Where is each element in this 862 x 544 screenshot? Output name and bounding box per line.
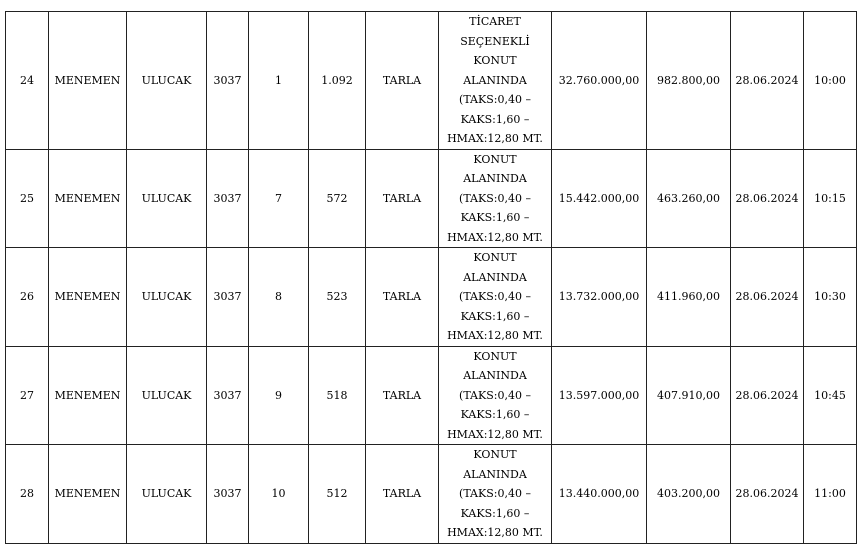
date-cell: 28.06.2024 bbox=[731, 12, 804, 150]
neighborhood-cell: ULUCAK bbox=[127, 248, 207, 347]
date-cell: 28.06.2024 bbox=[731, 445, 804, 544]
zoning-line: KONUT bbox=[473, 448, 517, 461]
table-row bbox=[6, 346, 857, 445]
district-cell: MENEMEN bbox=[49, 346, 127, 445]
time-cell: 11:00 bbox=[804, 445, 857, 544]
district-cell: MENEMEN bbox=[49, 248, 127, 347]
block-cell: 3037 bbox=[207, 248, 249, 347]
zoning-description-cell bbox=[439, 12, 552, 150]
zoning-line: (TAKS:0,40 – bbox=[459, 93, 531, 106]
area-cell: 523 bbox=[309, 248, 366, 347]
zoning-line: KAKS:1,60 – bbox=[460, 408, 530, 421]
zoning-line: HMAX:12,80 MT. bbox=[447, 132, 543, 145]
area-cell: 1.092 bbox=[309, 12, 366, 150]
row-number-cell: 27 bbox=[6, 346, 49, 445]
neighborhood-cell: ULUCAK bbox=[127, 12, 207, 150]
parcel-cell: 9 bbox=[249, 346, 309, 445]
type-cell: TARLA bbox=[366, 12, 439, 150]
district-cell: MENEMEN bbox=[49, 149, 127, 248]
time-cell: 10:00 bbox=[804, 12, 857, 150]
table-body bbox=[6, 12, 857, 544]
zoning-line: ALANINDA bbox=[463, 369, 527, 382]
table-row bbox=[6, 149, 857, 248]
row-number-cell: 24 bbox=[6, 12, 49, 150]
zoning-line: KAKS:1,60 – bbox=[460, 211, 530, 224]
block-cell: 3037 bbox=[207, 12, 249, 150]
row-number-cell: 28 bbox=[6, 445, 49, 544]
zoning-line: TİCARET bbox=[469, 15, 521, 28]
district-cell: MENEMEN bbox=[49, 445, 127, 544]
zoning-line: KONUT bbox=[473, 54, 517, 67]
deposit-cell: 403.200,00 bbox=[647, 445, 731, 544]
zoning-line: ALANINDA bbox=[463, 270, 527, 284]
price-cell: 32.760.000,00 bbox=[552, 12, 647, 150]
zoning-line: SEÇENEKLİ bbox=[460, 34, 530, 48]
zoning-line: HMAX:12,80 MT. bbox=[447, 427, 543, 441]
zoning-line: KAKS:1,60 – bbox=[460, 112, 530, 126]
zoning-line: HMAX:12,80 MT. bbox=[447, 230, 543, 244]
price-cell: 13.440.000,00 bbox=[552, 445, 647, 544]
zoning-line: HMAX:12,80 MT. bbox=[447, 526, 543, 539]
price-cell: 13.597.000,00 bbox=[552, 346, 647, 445]
parcel-cell: 1 bbox=[249, 12, 309, 150]
zoning-description-cell bbox=[439, 445, 552, 544]
zoning-line: (TAKS:0,40 – bbox=[459, 191, 531, 205]
date-cell: 28.06.2024 bbox=[731, 149, 804, 248]
block-cell: 3037 bbox=[207, 445, 249, 544]
zoning-line: KONUT bbox=[473, 152, 517, 166]
zoning-line: ALANINDA bbox=[463, 467, 527, 481]
area-cell: 512 bbox=[309, 445, 366, 544]
zoning-line: ALANINDA bbox=[463, 172, 527, 185]
table-row bbox=[6, 12, 857, 150]
price-cell: 13.732.000,00 bbox=[552, 248, 647, 347]
auction-table bbox=[5, 11, 857, 544]
deposit-cell: 463.260,00 bbox=[647, 149, 731, 248]
neighborhood-cell: ULUCAK bbox=[127, 346, 207, 445]
zoning-line: KAKS:1,60 – bbox=[460, 309, 530, 323]
zoning-line: KONUT bbox=[473, 349, 517, 363]
zoning-line: KAKS:1,60 – bbox=[460, 506, 530, 520]
row-number-cell: 25 bbox=[6, 149, 49, 248]
date-cell: 28.06.2024 bbox=[731, 248, 804, 347]
type-cell: TARLA bbox=[366, 248, 439, 347]
zoning-line: (TAKS:0,40 – bbox=[459, 487, 531, 500]
block-cell: 3037 bbox=[207, 149, 249, 248]
zoning-line: HMAX:12,80 MT. bbox=[447, 329, 543, 342]
neighborhood-cell: ULUCAK bbox=[127, 149, 207, 248]
zoning-line: (TAKS:0,40 – bbox=[459, 290, 531, 303]
zoning-line: KONUT bbox=[473, 251, 517, 264]
time-cell: 10:45 bbox=[804, 346, 857, 445]
type-cell: TARLA bbox=[366, 346, 439, 445]
block-cell: 3037 bbox=[207, 346, 249, 445]
parcel-cell: 10 bbox=[249, 445, 309, 544]
area-cell: 572 bbox=[309, 149, 366, 248]
zoning-description-cell bbox=[439, 248, 552, 347]
type-cell: TARLA bbox=[366, 149, 439, 248]
zoning-line: ALANINDA bbox=[463, 73, 527, 87]
table-row bbox=[6, 445, 857, 544]
row-number-cell: 26 bbox=[6, 248, 49, 347]
time-cell: 10:15 bbox=[804, 149, 857, 248]
parcel-cell: 8 bbox=[249, 248, 309, 347]
date-cell: 28.06.2024 bbox=[731, 346, 804, 445]
type-cell: TARLA bbox=[366, 445, 439, 544]
district-cell: MENEMEN bbox=[49, 12, 127, 150]
zoning-description-cell bbox=[439, 346, 552, 445]
area-cell: 518 bbox=[309, 346, 366, 445]
parcel-cell: 7 bbox=[249, 149, 309, 248]
table-row bbox=[6, 248, 857, 347]
deposit-cell: 982.800,00 bbox=[647, 12, 731, 150]
price-cell: 15.442.000,00 bbox=[552, 149, 647, 248]
deposit-cell: 407.910,00 bbox=[647, 346, 731, 445]
time-cell: 10:30 bbox=[804, 248, 857, 347]
zoning-line: (TAKS:0,40 – bbox=[459, 388, 531, 402]
neighborhood-cell: ULUCAK bbox=[127, 445, 207, 544]
deposit-cell: 411.960,00 bbox=[647, 248, 731, 347]
zoning-description-cell bbox=[439, 149, 552, 248]
